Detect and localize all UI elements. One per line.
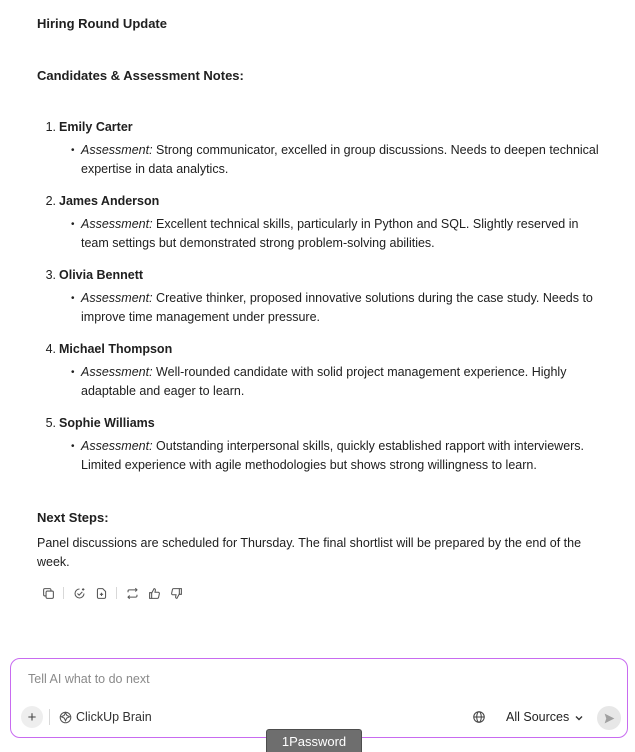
assessment-label: Assessment:	[81, 291, 153, 305]
copy-icon[interactable]	[41, 586, 55, 600]
bullet-icon: •	[71, 145, 75, 156]
action-divider	[63, 587, 64, 599]
candidate-name: Michael Thompson	[59, 342, 173, 356]
message-actions	[41, 586, 617, 600]
assessment-text: Well-rounded candidate with solid project management experience. Highly adaptable and eager to learn.	[81, 365, 567, 398]
regenerate-icon[interactable]	[125, 586, 139, 600]
brain-label: ClickUp Brain	[76, 710, 152, 724]
assessment-text: Outstanding interpersonal skills, quickly established rapport with interviewers. Limited experience with agile methodologies but shows strong willingness to learn.	[81, 439, 585, 472]
add-doc-icon[interactable]	[94, 586, 108, 600]
candidate-name: James Anderson	[59, 194, 160, 208]
candidate-assessment	[71, 289, 617, 327]
candidates-heading: Candidates & Assessment Notes:	[37, 68, 244, 83]
thumbs-down-icon[interactable]	[169, 586, 183, 600]
next-steps-heading: Next Steps:	[37, 510, 109, 525]
action-divider	[116, 587, 117, 599]
next-steps-text: Panel discussions are scheduled for Thursday. The final shortlist will be prepared by the end of the week.	[37, 536, 582, 569]
list-item	[37, 118, 617, 179]
send-icon	[603, 712, 616, 725]
candidate-name: Emily Carter	[59, 120, 133, 134]
list-item	[37, 340, 617, 401]
bullet-icon: •	[71, 293, 75, 304]
candidate-assessment	[71, 215, 617, 253]
bullet-icon: •	[71, 441, 75, 452]
candidate-list	[37, 118, 617, 475]
composer-divider	[49, 709, 50, 725]
assessment-text: Excellent technical skills, particularly in Python and SQL. Slightly reserved in team settings but demonstrated strong problem-solving abilities.	[81, 217, 579, 250]
list-item	[37, 192, 617, 253]
brain-icon	[59, 711, 72, 724]
candidate-name: Olivia Bennett	[59, 268, 144, 282]
candidate-number: 5.	[45, 416, 56, 430]
check-circle-icon[interactable]	[72, 586, 86, 600]
candidate-assessment	[71, 437, 617, 475]
assessment-text: Strong communicator, excelled in group discussions. Needs to deepen technical expertise in data analytics.	[81, 143, 599, 176]
sources-label: All Sources	[506, 710, 570, 724]
candidate-number: 3.	[45, 268, 56, 282]
list-item	[37, 266, 617, 327]
assessment-label: Assessment:	[81, 365, 153, 379]
candidate-assessment	[71, 363, 617, 401]
list-item	[37, 414, 617, 475]
prompt-input[interactable]: Tell AI what to do next	[28, 672, 150, 686]
ai-composer	[10, 658, 628, 738]
candidate-number: 1.	[45, 120, 56, 134]
clickup-brain-button[interactable]	[59, 708, 152, 727]
password-manager-tab[interactable]: 1Password	[266, 729, 362, 752]
assessment-text: Creative thinker, proposed innovative solutions during the case study. Needs to improve time management under pressure.	[81, 291, 593, 324]
thumbs-up-icon[interactable]	[147, 586, 161, 600]
message-title: Hiring Round Update	[37, 16, 167, 31]
assessment-label: Assessment:	[81, 143, 153, 157]
sources-dropdown[interactable]	[506, 708, 584, 727]
add-attachment-button[interactable]: +	[21, 706, 43, 728]
bullet-icon: •	[71, 219, 75, 230]
candidate-number: 2.	[45, 194, 56, 208]
assessment-label: Assessment:	[81, 217, 153, 231]
chevron-down-icon	[574, 713, 584, 723]
assessment-label: Assessment:	[81, 439, 153, 453]
candidate-assessment	[71, 141, 617, 179]
candidate-number: 4.	[45, 342, 56, 356]
message-content	[37, 14, 617, 600]
candidate-name: Sophie Williams	[59, 416, 155, 430]
bullet-icon: •	[71, 367, 75, 378]
globe-icon[interactable]	[472, 710, 486, 724]
send-button[interactable]	[597, 706, 621, 730]
